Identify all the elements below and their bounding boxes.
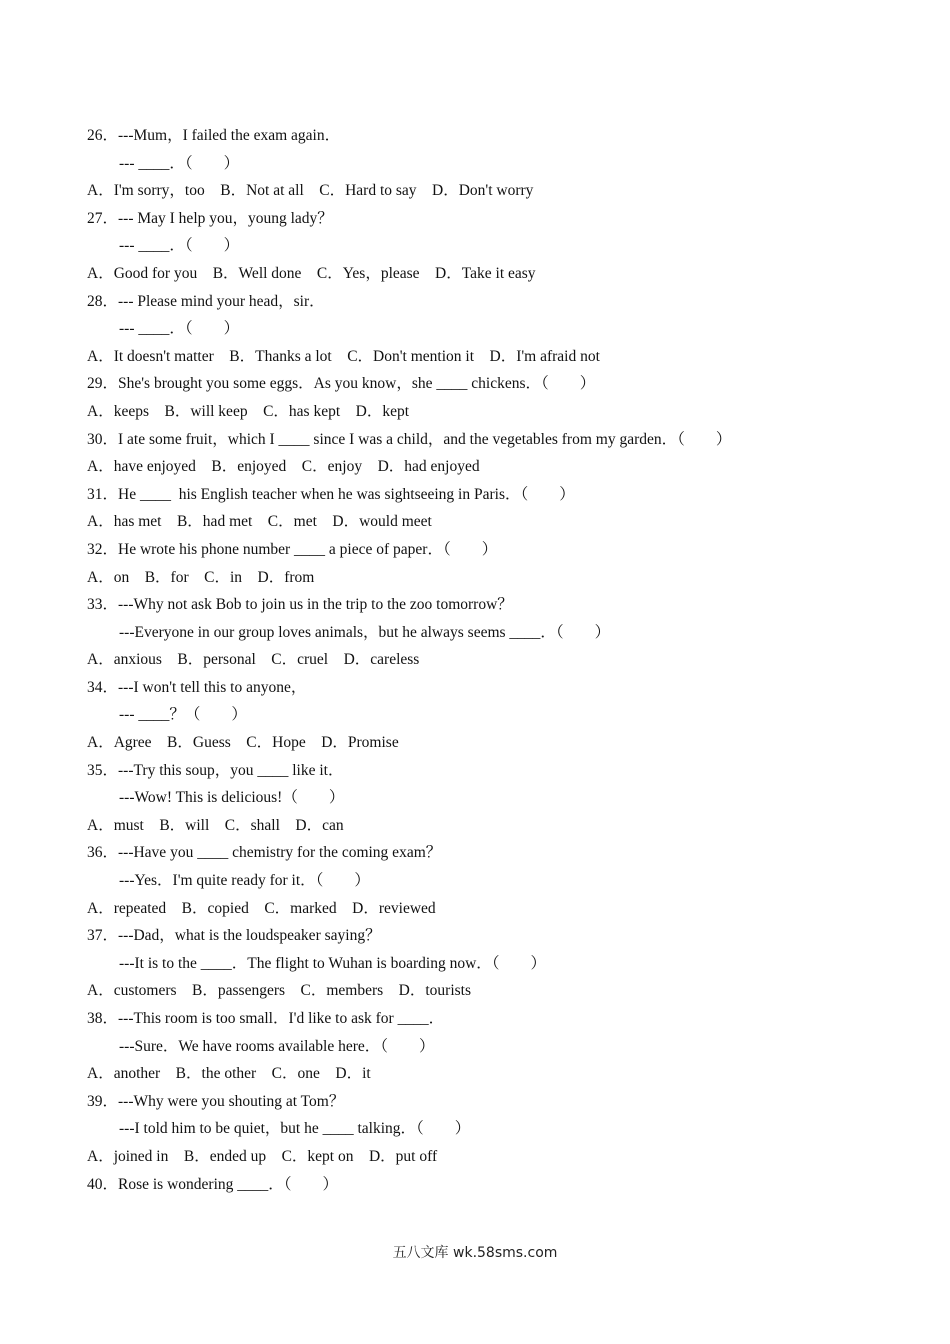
document-body: [87, 122, 887, 1198]
text-line: 37．---Dad，what is the loudspeaker saying？: [87, 927, 381, 945]
text-line: A．have enjoyed B．enjoyed C．enjoy D．had enjoyed: [87, 458, 480, 476]
text-line: A．must B．will C．shall D．can: [87, 816, 344, 834]
text-line: 26．---Mum，I failed the exam again．: [87, 127, 341, 144]
text-line: --- ____．（ ）: [119, 237, 240, 255]
text-line: 28．--- Please mind your head，sir．: [87, 292, 325, 310]
text-line: ---Sure．We have rooms available here．（ ）: [119, 1037, 435, 1055]
text-line: 29．She's brought you some eggs．As you know，she ____ chickens．（ ）: [87, 375, 596, 393]
text-line: A．It doesn't matter B．Thanks a lot C．Don't mention it D．I'm afraid not: [87, 347, 600, 365]
text-line: ---It is to the ____．The flight to Wuhan is boarding now．（ ）: [119, 954, 547, 972]
text-line: A．I'm sorry，too B．Not at all C．Hard to say D．Don't worry: [87, 182, 534, 200]
text-line: --- ____？（ ）: [119, 706, 247, 724]
text-line: --- ____．（ ）: [119, 320, 240, 338]
text-line: A．anxious B．personal C．cruel D．careless: [87, 651, 420, 669]
text-line: ---I told him to be quiet，but he ____ talking．（ ）: [119, 1120, 471, 1138]
text-line: 33．---Why not ask Bob to join us in the trip to the zoo tomorrow？: [87, 596, 513, 614]
text-line: 35．---Try this soup，you ____ like it．: [87, 761, 344, 779]
text-line: 38．---This room is too small．I'd like to ask for ____．: [87, 1010, 445, 1027]
text-line: A．customers B．passengers C．members D．tourists: [87, 982, 472, 1000]
footer-watermark: 五八文库 wk.58sms.com: [392, 1245, 558, 1261]
text-line: A．on B．for C．in D．from: [87, 568, 315, 586]
text-line: 40．Rose is wondering ____．（ ）: [87, 1175, 339, 1193]
text-line: 32．He wrote his phone number ____ a piece of paper．（ ）: [87, 540, 498, 558]
text-line: 30．I ate some fruit，which I ____ since I was a child，and the vegetables from my garden．（ ）: [87, 430, 732, 448]
text-line: ---Wow! This is delicious!（ ）: [119, 789, 345, 807]
text-line: ---Everyone in our group loves animals，but he always seems ____．（ ）: [119, 623, 611, 641]
text-line: A．Agree B．Guess C．Hope D．Promise: [87, 734, 399, 752]
text-line: 27．--- May I help you，young lady？: [87, 209, 333, 227]
text-line: A．joined in B．ended up C．kept on D．put off: [87, 1147, 438, 1165]
text-line: A．another B．the other C．one D．it: [87, 1065, 371, 1083]
text-line: A．repeated B．copied C．marked D．reviewed: [87, 899, 436, 917]
text-line: A．Good for you B．Well done C．Yes，please D．Take it easy: [87, 264, 536, 282]
text-line: 31．He ____ his English teacher when he was sightseeing in Paris．（ ）: [87, 485, 575, 503]
text-line: 36．---Have you ____ chemistry for the coming exam？: [87, 844, 442, 862]
text-line: A．has met B．had met C．met D．would meet: [87, 513, 432, 531]
text-line: --- ____．（ ）: [119, 154, 240, 172]
text-line: ---Yes．I'm quite ready for it．（ ）: [119, 872, 370, 890]
text-line: 34．---I won't tell this to anyone，: [87, 678, 307, 696]
text-line: 39．---Why were you shouting at Tom？: [87, 1092, 345, 1110]
text-line: A．keeps B．will keep C．has kept D．kept: [87, 402, 410, 420]
